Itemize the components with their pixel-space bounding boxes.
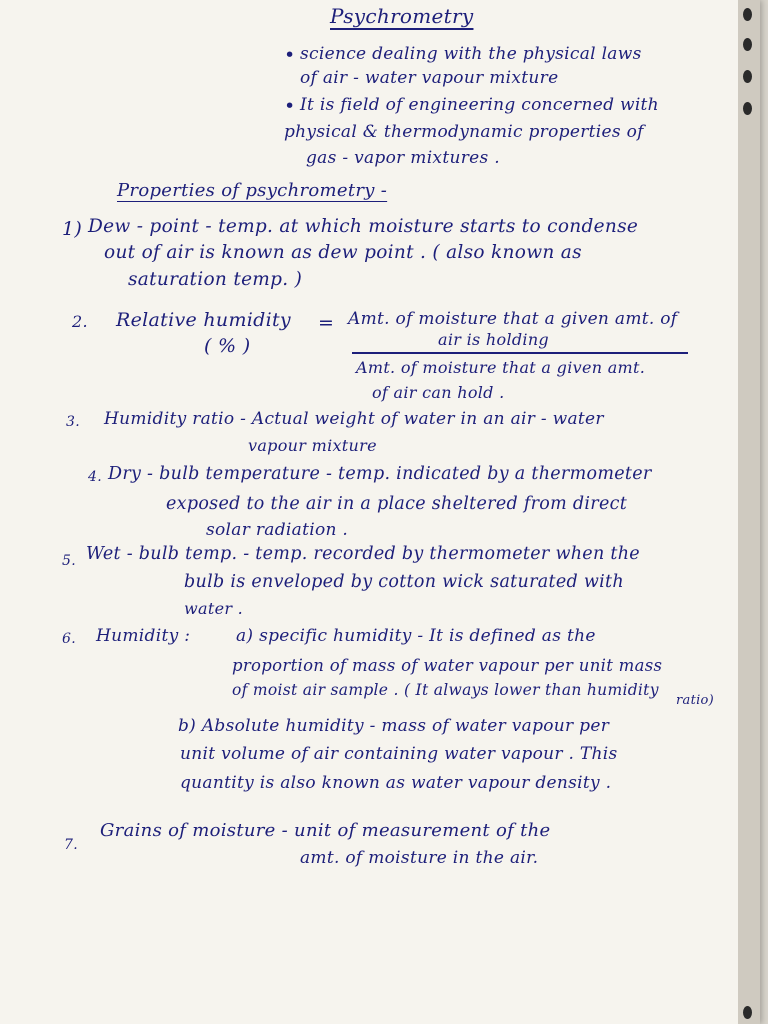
intro-line: gas - vapor mixtures . xyxy=(306,148,500,168)
bullet-marker: • xyxy=(284,44,296,66)
specific-humidity-line: of moist air sample . ( It always lower than humidity xyxy=(232,681,659,699)
humidity-ratio-line: Humidity ratio - Actual weight of water in an air - water xyxy=(104,409,604,429)
dry-bulb-line: Dry - bulb temperature - temp. indicated by a thermometer xyxy=(108,464,652,484)
intro-line: of air - water vapour mixture xyxy=(300,68,559,88)
intro-line: It is field of engineering concerned with xyxy=(300,95,659,115)
dry-bulb-line: solar radiation . xyxy=(206,520,349,540)
notebook-binding xyxy=(738,0,760,1024)
absolute-humidity-line: unit volume of air containing water vapour . This xyxy=(180,744,618,764)
absolute-humidity-line: b) Absolute humidity - mass of water vapour per xyxy=(178,716,610,736)
item-number: 7. xyxy=(64,837,78,853)
absolute-humidity-line: quantity is also known as water vapour density . xyxy=(180,773,612,793)
specific-humidity-line: ratio) xyxy=(676,693,715,708)
binding-hole xyxy=(743,8,752,21)
bullet-marker: • xyxy=(284,95,296,117)
item-number: 4. xyxy=(88,469,102,485)
binding-hole xyxy=(743,38,752,51)
grains-line: Grains of moisture - unit of measurement of the xyxy=(100,820,551,841)
binding-hole xyxy=(743,70,752,83)
dew-point-line: Dew - point - temp. at which moisture starts to condense xyxy=(88,216,639,237)
page-title: Psychrometry xyxy=(330,4,474,28)
relative-humidity-term: Relative humidity xyxy=(116,309,291,331)
grains-line: amt. of moisture in the air. xyxy=(300,848,539,868)
wet-bulb-line: bulb is enveloped by cotton wick saturated with xyxy=(184,572,624,592)
specific-humidity-line: proportion of mass of water vapour per unit mass xyxy=(232,656,663,675)
item-number: 1) xyxy=(62,218,83,240)
equals-sign: = xyxy=(318,312,335,334)
intro-line: science dealing with the physical laws xyxy=(300,44,642,64)
item-number: 2. xyxy=(72,312,88,331)
wet-bulb-line: water . xyxy=(184,599,244,618)
binding-hole xyxy=(743,1006,752,1019)
humidity-term: Humidity : xyxy=(96,626,191,646)
intro-line: physical & thermodynamic properties of xyxy=(284,122,644,142)
specific-humidity-line: a) specific humidity - It is defined as the xyxy=(236,626,596,646)
dew-point-line: out of air is known as dew point . ( also known as xyxy=(104,242,582,263)
fraction-line xyxy=(352,352,688,354)
item-number: 5. xyxy=(62,553,76,569)
relative-humidity-unit: ( % ) xyxy=(204,335,251,357)
properties-heading: Properties of psychrometry - xyxy=(117,180,388,201)
dew-point-line: saturation temp. ) xyxy=(128,269,303,290)
fraction-denominator: Amt. of moisture that a given amt. xyxy=(356,358,646,377)
item-number: 6. xyxy=(62,631,76,647)
wet-bulb-line: Wet - bulb temp. - temp. recorded by thermometer when the xyxy=(86,544,640,564)
fraction-numerator: Amt. of moisture that a given amt. of xyxy=(348,309,678,329)
item-number: 3. xyxy=(66,414,80,430)
binding-hole xyxy=(743,102,752,115)
fraction-numerator: air is holding xyxy=(438,330,549,349)
humidity-ratio-line: vapour mixture xyxy=(248,436,377,455)
fraction-denominator: of air can hold . xyxy=(372,383,505,402)
dry-bulb-line: exposed to the air in a place sheltered from direct xyxy=(166,494,628,514)
